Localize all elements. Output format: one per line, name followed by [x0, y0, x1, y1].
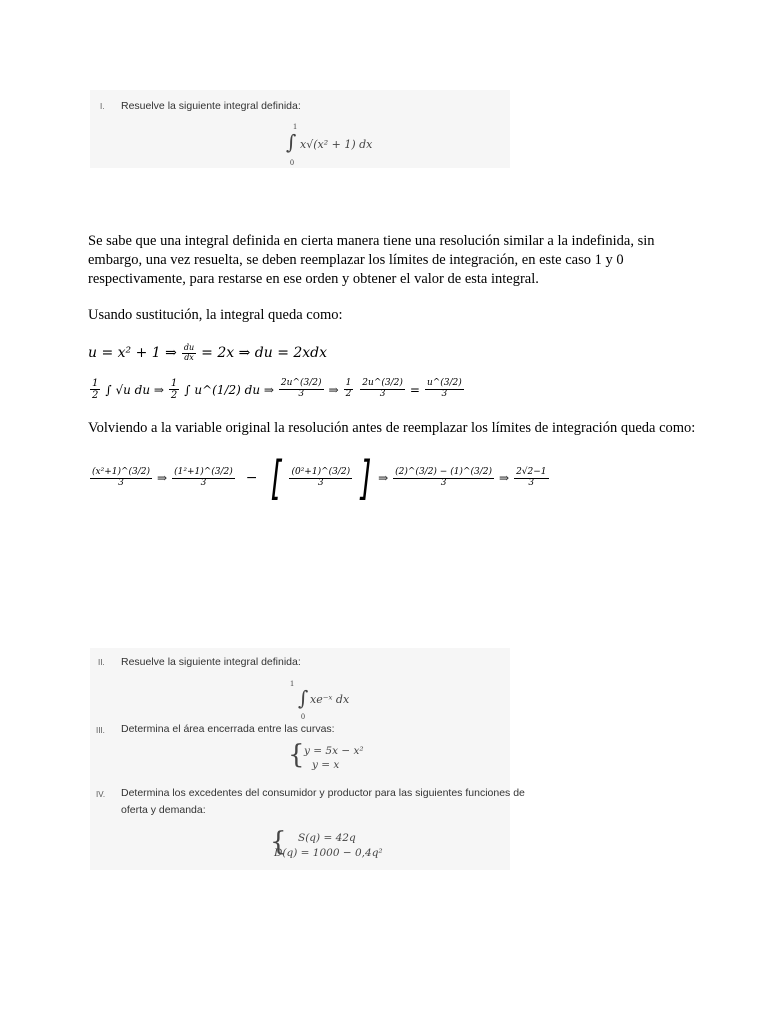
half-fraction-3: [344, 379, 354, 400]
frac3-num: u^(3/2): [426, 378, 462, 389]
result-fraction-5: [514, 468, 548, 489]
problems-2-4-clip: [90, 648, 525, 870]
minus-sign: −: [245, 470, 258, 486]
frac1-den: 3: [298, 389, 305, 399]
problem-2-numeral: II.: [98, 658, 105, 667]
problem-4-text-line2: oferta y demanda:: [121, 804, 206, 816]
r4-num: (2)^(3/2) − (1)^(3/2): [395, 466, 492, 477]
integral-steps: [88, 378, 466, 401]
integral-lower-limit: 0: [290, 158, 294, 167]
integral2-upper-limit: 1: [290, 679, 294, 688]
explanation-paragraph: Se sabe que una integral definida en cierta manera tiene una resolución similar a la indefinida, sin embargo, una vez resuelta, se deben reemplazar los límites de integración, en este caso 1 y 0 respectivamente, para restarse en ese orden y obtener el valor de esta integral.: [88, 233, 655, 287]
arrow-1: ⇒: [328, 382, 339, 397]
r5-den: 3: [528, 477, 535, 488]
half-den: 2: [92, 390, 99, 401]
r1-num: (x²+1)^(3/2): [92, 466, 151, 477]
half-num-2: 1: [170, 378, 178, 389]
back-substitution-intro: Volviendo a la variable original la resolución antes de reemplazar los límites de integración queda como:: [88, 420, 696, 436]
half-fraction-2: [169, 378, 179, 401]
problem-1-text: Resuelve la siguiente integral definida:: [121, 100, 301, 112]
integral-sign-icon: ∫: [286, 130, 297, 154]
step-1: ∫ √u du ⇒: [105, 382, 164, 397]
system-2-eq1: S(q) = 42q: [298, 832, 356, 844]
result-fraction-2: [172, 468, 235, 489]
du-dx-fraction: [182, 344, 196, 363]
half-den-3: 2: [345, 389, 352, 399]
half-num-3: 1: [345, 378, 352, 389]
half-num: 1: [92, 378, 99, 389]
r1-den: 3: [118, 477, 124, 488]
step-2: ∫ u^(1/2) du ⇒: [184, 382, 274, 397]
half-fraction: [90, 378, 100, 401]
result-fraction-3: [289, 468, 352, 489]
arrow-r2: ⇒: [378, 471, 389, 485]
integrand: x√(x² + 1) dx: [300, 138, 373, 151]
left-brace-icon: {: [288, 740, 305, 770]
frac2-num: 2u^(3/2): [362, 378, 403, 389]
substitution-rhs: = 2x ⇒ du = 2xdx: [201, 345, 328, 362]
result-fraction-4: [393, 468, 494, 489]
r3-den: 3: [317, 477, 324, 488]
substitution-lhs: u = x² + 1 ⇒: [88, 345, 177, 362]
r2-den: 3: [200, 477, 207, 488]
integral2-lower-limit: 0: [301, 712, 305, 721]
substitution-intro: Usando sustitución, la integral queda como:: [88, 307, 343, 323]
step-fraction-1: [279, 379, 324, 400]
right-bracket-icon: ]: [360, 451, 372, 505]
dx-denominator: dx: [184, 352, 194, 362]
r2-num: (1²+1)^(3/2): [174, 466, 233, 477]
arrow-r1: ⇒: [157, 471, 168, 485]
integral-upper-limit: 1: [293, 122, 297, 131]
substitution-equation: [88, 344, 327, 363]
problem-3-numeral: III.: [96, 726, 105, 735]
problem-4-numeral: IV.: [96, 790, 106, 799]
problem-1-clip: [90, 90, 510, 168]
result-fraction-1: [90, 468, 152, 489]
system-1-eq2: y = x: [312, 759, 340, 771]
step-fraction-3: [425, 379, 464, 400]
result-steps: [88, 451, 551, 505]
problem-3-text: Determina el área encerrada entre las curvas:: [121, 723, 335, 735]
equals-sign: =: [409, 382, 420, 397]
frac3-den: 3: [441, 389, 448, 399]
step-fraction-2: [360, 379, 405, 400]
du-numerator: du: [183, 343, 195, 352]
left-brace-icon-2: {: [270, 827, 287, 857]
problem-2-text: Resuelve la siguiente integral definida:: [121, 656, 301, 668]
integrand-2: xe⁻ˣ dx: [310, 693, 350, 706]
frac1-num: 2u^(3/2): [280, 378, 322, 389]
arrow-r3: ⇒: [499, 471, 510, 485]
integral-sign-icon-2: ∫: [298, 686, 309, 710]
r4-den: 3: [440, 477, 447, 488]
frac2-den: 3: [379, 389, 386, 399]
half-den-2: 2: [170, 390, 178, 401]
r3-num: (0²+1)^(3/2): [291, 466, 351, 477]
problem-4-text-line1: Determina los excedentes del consumidor y productor para las siguientes funciones de: [121, 787, 525, 799]
system-2-eq2: D(q) = 1000 − 0,4q²: [274, 847, 383, 859]
left-bracket-icon: [: [270, 451, 281, 505]
r5-num: 2√2−1: [516, 466, 547, 477]
system-1-eq1: y = 5x − x²: [304, 745, 364, 757]
problem-1-numeral: I.: [100, 102, 105, 111]
